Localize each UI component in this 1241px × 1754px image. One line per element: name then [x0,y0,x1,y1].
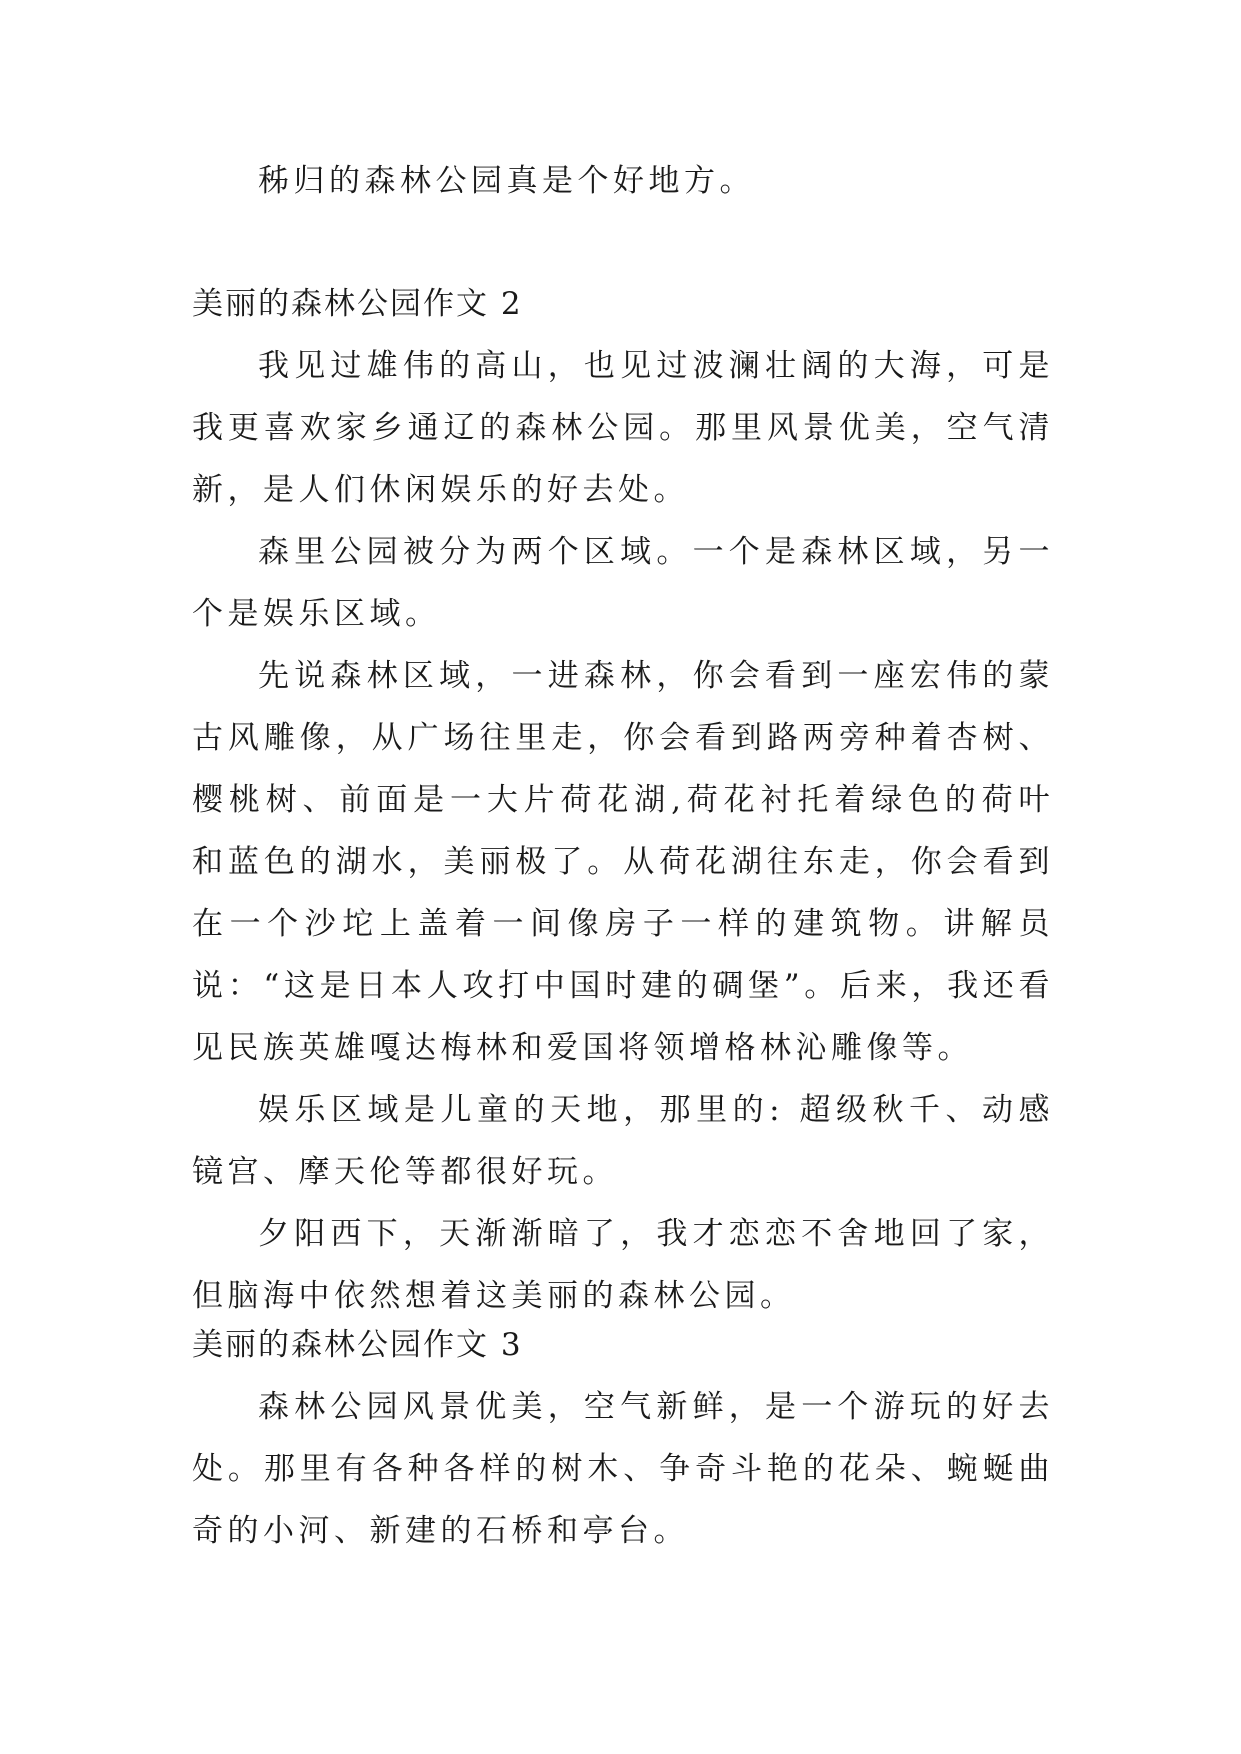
essay-3-heading: 美丽的森林公园作文 3 [192,1327,523,1363]
essay-3-paragraph-1: 森林公园风景优美，空气新鲜，是一个游玩的好去处。那里有各种各样的树木、争奇斗艳的花朵、蜿蜒曲奇的小河、新建的石桥和亭台。 [192,1389,1054,1549]
essay-2-paragraph-5: 夕阳西下，天渐渐暗了，我才恋恋不舍地回了家，但脑海中依然想着这美丽的森林公园。 [192,1216,1054,1314]
essay-3-section [192,1314,1054,1562]
essay-2-paragraph-3: 先说森林区域，一进森林，你会看到一座宏伟的蒙古风雕像，从广场往里走，你会看到路两旁种着杏树、樱桃树、前面是一大片荷花湖,荷花衬托着绿色的荷叶和蓝色的湖水，美丽极了。从荷花湖往东走，你会看到在一个沙坨上盖着一间像房子一样的建筑物。讲解员说：“这是日本人攻打中国时建的碉堡”。后来，我还看见民族英雄嘎达梅林和爱国将领增格林沁雕像等。 [192,658,1054,1066]
essay-2-paragraph-4: 娱乐区域是儿童的天地，那里的: 超级秋千、动感镜宫、摩天伦等都很好玩。 [192,1092,1054,1190]
essay-2-paragraph-2: 森里公园被分为两个区域。一个是森林区域，另一个是娱乐区域。 [192,534,1054,632]
intro-section [192,150,1054,212]
essay-2-section [192,273,1054,1327]
intro-paragraph: 秭归的森林公园真是个好地方。 [258,163,755,199]
essay-2-heading: 美丽的森林公园作文 2 [192,286,523,322]
essay-2-paragraph-1: 我见过雄伟的高山，也见过波澜壮阔的大海，可是我更喜欢家乡通辽的森林公园。那里风景优美，空气清新，是人们休闲娱乐的好去处。 [192,348,1054,508]
